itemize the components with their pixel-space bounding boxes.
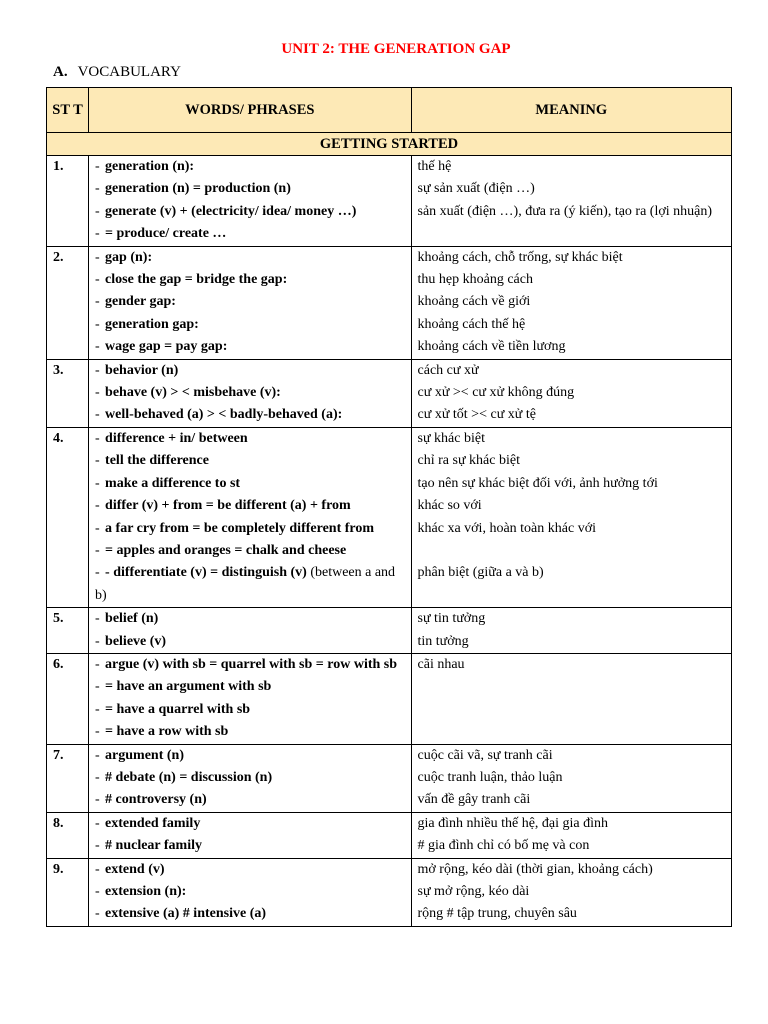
meaning-entry: sự khác biệt: [417, 430, 485, 446]
meaning-entry: khoảng cách, chỗ trống, sự khác biệt: [417, 249, 623, 265]
word-entry: [95, 382, 404, 404]
meaning-cell: [411, 427, 731, 607]
word-term: argument (n): [105, 747, 184, 763]
word-entry: [95, 654, 404, 676]
word-entry: [95, 881, 404, 903]
bullet-dash: -: [95, 159, 100, 174]
word-term: # controversy (n): [105, 792, 207, 808]
word-term: believe (v): [105, 633, 167, 649]
meaning-cell: [411, 653, 731, 744]
row-number: 1.: [47, 156, 89, 247]
word-term: difference + in/ between: [105, 430, 248, 446]
meaning-entry: cư xử >< cư xử không đúng: [417, 385, 575, 401]
bullet-dash: -: [95, 679, 100, 695]
word-entry: [95, 404, 404, 426]
bullet-dash: -: [95, 815, 100, 831]
meaning-entry: vấn đề gây tranh cãi: [417, 792, 531, 808]
header-words: WORDS/ PHRASES: [89, 88, 411, 133]
table-row: [47, 427, 732, 607]
word-entry: [95, 859, 404, 881]
word-term: # debate (n) = discussion (n): [105, 769, 273, 785]
bullet-dash: -: [95, 769, 100, 785]
words-cell: [89, 653, 411, 744]
bullet-dash: -: [95, 542, 100, 558]
group-label: GETTING STARTED: [47, 133, 732, 156]
word-term: - differentiate (v) = distinguish (v): [105, 565, 307, 581]
table-header-row: [47, 88, 732, 133]
meaning-entry: khoảng cách thế hệ: [417, 316, 526, 332]
bullet-dash: -: [95, 362, 100, 378]
meaning-cell: [411, 246, 731, 359]
table-row: [47, 156, 732, 247]
word-entry: [95, 473, 404, 495]
word-entry: [95, 562, 404, 607]
bullet-dash: -: [95, 792, 100, 808]
meaning-entry: sự tin tưởng: [417, 611, 486, 627]
word-entry: [95, 156, 404, 178]
bullet-dash: -: [95, 385, 100, 401]
bullet-dash: -: [95, 272, 100, 288]
meaning-entry: gia đình nhiều thế hệ, đại gia đình: [417, 815, 609, 831]
word-entry: [95, 201, 404, 223]
section-letter: A.: [53, 64, 68, 80]
word-term: behavior (n): [105, 362, 179, 378]
bullet-dash: -: [95, 181, 100, 197]
word-term: a far cry from = be completely different from: [105, 520, 375, 536]
meaning-entry: thu hẹp khoảng cách: [417, 272, 533, 288]
row-number: 6.: [47, 653, 89, 744]
row-number: 5.: [47, 608, 89, 654]
word-term: well-behaved (a) > < badly-behaved (a):: [105, 407, 343, 423]
table-row: [47, 608, 732, 654]
bullet-dash: -: [95, 861, 100, 877]
bullet-dash: -: [95, 316, 100, 332]
table-row: [47, 246, 732, 359]
meaning-entry: sự sản xuất (điện …): [417, 181, 535, 197]
meaning-entry: khoảng cách về tiền lương: [417, 339, 566, 355]
word-term: = apples and oranges = chalk and cheese: [105, 542, 347, 558]
word-term: argue (v) with sb = quarrel with sb = row with sb: [105, 656, 398, 672]
word-entry: [95, 360, 404, 382]
word-entry: [95, 247, 404, 269]
word-entry: [95, 223, 404, 245]
meaning-cell: [411, 359, 731, 427]
word-entry: [95, 813, 404, 835]
word-note: (between a and b): [95, 565, 396, 603]
words-cell: [89, 744, 411, 812]
vocabulary-table: [46, 87, 732, 927]
word-entry: [95, 789, 404, 811]
bullet-dash: -: [95, 226, 100, 242]
word-term: # nuclear family: [105, 838, 203, 854]
word-entry: [95, 518, 404, 540]
meaning-entry: thế hệ: [417, 159, 452, 174]
bullet-dash: -: [95, 884, 100, 899]
row-number: 8.: [47, 812, 89, 858]
bullet-dash: -: [95, 565, 100, 581]
unit-title: UNIT 2: THE GENERATION GAP: [281, 41, 511, 57]
word-entry: [95, 269, 404, 291]
word-entry: [95, 540, 404, 562]
meaning-entry: # gia đình chỉ có bố mẹ và con: [417, 838, 590, 854]
meaning-entry: cuộc tranh luận, thảo luận: [417, 769, 563, 785]
word-entry: [95, 903, 404, 925]
meaning-cell: [411, 156, 731, 247]
word-term: belief (n): [105, 611, 159, 627]
word-term: extensive (a) # intensive (a): [105, 906, 267, 922]
row-number: 9.: [47, 858, 89, 926]
word-term: = have a quarrel with sb: [105, 701, 251, 717]
group-row: [47, 133, 732, 156]
word-term: extension (n):: [105, 884, 187, 899]
word-term: tell the difference: [105, 453, 209, 469]
word-entry: [95, 767, 404, 789]
bullet-dash: -: [95, 747, 100, 763]
meaning-entry: khoảng cách về giới: [417, 294, 531, 310]
bullet-dash: -: [95, 906, 100, 922]
meaning-entry: cách cư xử: [417, 362, 479, 378]
word-entry: [95, 178, 404, 200]
word-term: close the gap = bridge the gap:: [105, 272, 288, 288]
bullet-dash: -: [95, 656, 100, 672]
word-term: extended family: [105, 815, 201, 831]
meaning-entry: phân biệt (giữa a và b): [417, 565, 544, 581]
meaning-cell: [411, 858, 731, 926]
meaning-entry: [418, 540, 725, 562]
meaning-entry: cư xử tốt >< cư xử tệ: [417, 407, 536, 423]
word-entry: [95, 336, 404, 358]
words-cell: [89, 246, 411, 359]
word-term: make a difference to st: [105, 475, 241, 491]
word-entry: [95, 450, 404, 472]
meaning-cell: [411, 812, 731, 858]
meaning-cell: [411, 744, 731, 812]
header-stt: ST T: [47, 88, 89, 133]
bullet-dash: -: [95, 249, 100, 265]
word-term: = have an argument with sb: [105, 679, 272, 695]
word-term: generation (n) = production (n): [105, 181, 291, 197]
word-entry: [95, 608, 404, 630]
row-number: 7.: [47, 744, 89, 812]
words-cell: [89, 608, 411, 654]
meaning-entry: cuộc cãi vã, sự tranh cãi: [417, 747, 553, 763]
bullet-dash: -: [95, 407, 100, 423]
word-term: wage gap = pay gap:: [105, 339, 228, 355]
meaning-entry: tạo nên sự khác biệt đối với, ảnh hưởng tới: [417, 475, 658, 491]
word-entry: [95, 495, 404, 517]
bullet-dash: -: [95, 430, 100, 446]
table-row: [47, 812, 732, 858]
bullet-dash: -: [95, 838, 100, 854]
word-term: gap (n):: [105, 249, 153, 265]
bullet-dash: -: [95, 339, 100, 355]
row-number: 2.: [47, 246, 89, 359]
table-row: [47, 858, 732, 926]
row-number: 3.: [47, 359, 89, 427]
meaning-entry: khác so với: [417, 498, 482, 514]
table-row: [47, 744, 732, 812]
bullet-dash: -: [95, 294, 100, 310]
word-term: differ (v) + from = be different (a) + from: [105, 498, 351, 514]
bullet-dash: -: [95, 520, 100, 536]
word-term: = have a row with sb: [105, 724, 229, 740]
words-cell: [89, 812, 411, 858]
words-cell: [89, 858, 411, 926]
bullet-dash: -: [95, 203, 100, 219]
words-cell: [89, 427, 411, 607]
meaning-entry: tin tưởng: [417, 633, 469, 649]
word-entry: [95, 631, 404, 653]
word-term: generation gap:: [105, 316, 199, 332]
section-label: VOCABULARY: [77, 64, 181, 80]
word-entry: [95, 291, 404, 313]
meaning-entry: mở rộng, kéo dài (thời gian, khoảng cách): [417, 861, 653, 877]
bullet-dash: -: [95, 701, 100, 717]
word-term: generate (v) + (electricity/ idea/ money …): [105, 203, 357, 219]
bullet-dash: -: [95, 498, 100, 514]
word-term: extend (v): [105, 861, 165, 877]
words-cell: [89, 359, 411, 427]
header-meaning: MEANING: [411, 88, 731, 133]
row-number: 4.: [47, 427, 89, 607]
word-entry: [95, 699, 404, 721]
meaning-entry: cãi nhau: [417, 656, 465, 672]
meaning-entry: khác xa với, hoàn toàn khác với: [417, 520, 596, 536]
word-term: behave (v) > < misbehave (v):: [105, 385, 281, 401]
word-entry: [95, 314, 404, 336]
words-cell: [89, 156, 411, 247]
section-heading: [53, 64, 181, 81]
meaning-entry: sản xuất (điện …), đưa ra (ý kiến), tạo ra (lợi nhuận): [417, 203, 713, 219]
word-term: = produce/ create …: [105, 226, 227, 242]
bullet-dash: -: [95, 475, 100, 491]
word-entry: [95, 721, 404, 743]
meaning-entry: rộng # tập trung, chuyên sâu: [417, 906, 577, 922]
word-entry: [95, 835, 404, 857]
meaning-entry: sự mở rộng, kéo dài: [417, 884, 530, 899]
bullet-dash: -: [95, 611, 100, 627]
table-row: [47, 653, 732, 744]
word-entry: [95, 676, 404, 698]
word-term: gender gap:: [105, 294, 176, 310]
meaning-entry: chỉ ra sự khác biệt: [417, 453, 520, 469]
table-row: [47, 359, 732, 427]
bullet-dash: -: [95, 633, 100, 649]
word-term: generation (n):: [105, 159, 195, 174]
meaning-cell: [411, 608, 731, 654]
word-entry: [95, 428, 404, 450]
bullet-dash: -: [95, 453, 100, 469]
bullet-dash: -: [95, 724, 100, 740]
word-entry: [95, 745, 404, 767]
